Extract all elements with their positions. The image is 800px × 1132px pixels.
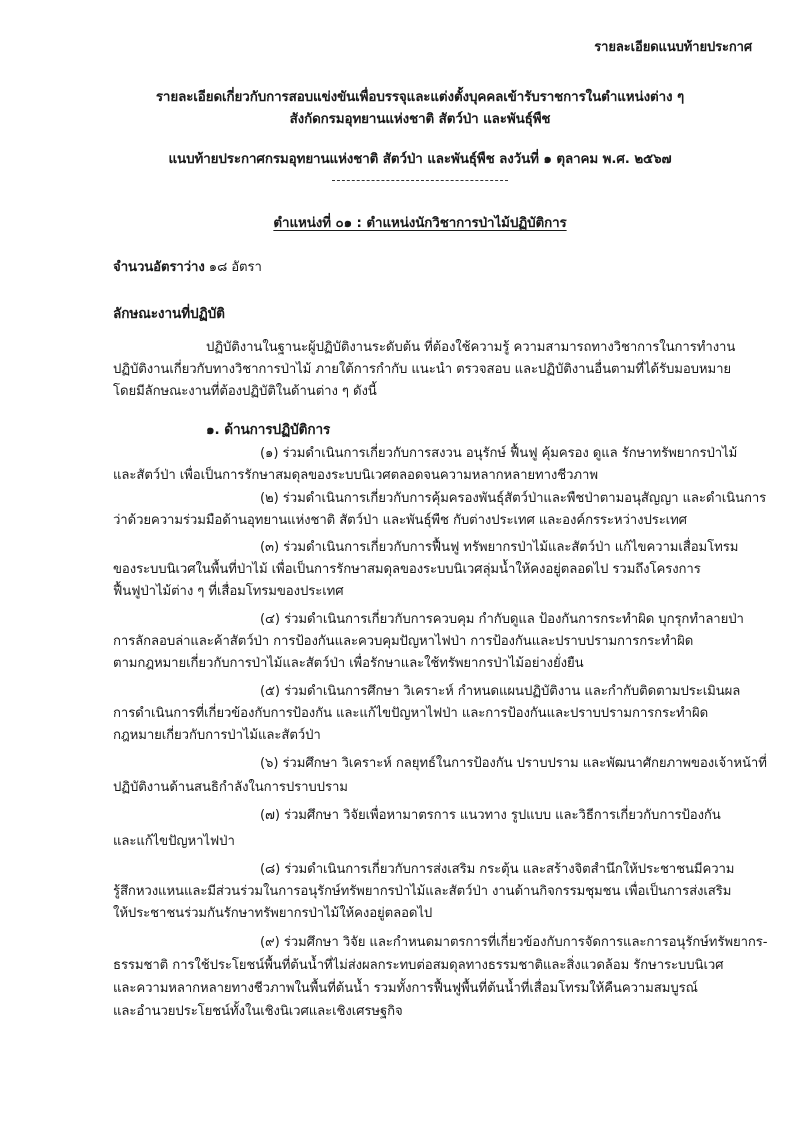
separator-line — [332, 180, 508, 181]
document-title-line-2: สังกัดกรมอุทยานแห่งชาติ สัตว์ป่า และพันธุ์พืช — [289, 112, 551, 127]
list-item-line: ให้ประชาชนร่วมกันรักษาทรัพยากรป่าไม้ให้คงอยู่ตลอดไป — [113, 906, 433, 921]
list-item-line: ตามกฎหมายเกี่ยวกับการป่าไม้และสัตว์ป่า เพื่อรักษาและใช้ทรัพยากรป่าไม้อย่างยั่งยืน — [113, 656, 584, 671]
list-item-line: (๔) ร่วมดำเนินการเกี่ยวกับการควบคุม กำกับดูแล ป้องกันการกระทำผิด บุกรุกทำลายป่า — [260, 612, 744, 627]
list-item-line: ว่าด้วยความร่วมมือด้านอุทยานแห่งชาติ สัตว์ป่า และพันธุ์พืช กับต่างประเทศ และองค์กรระหว่างประเทศ — [113, 513, 687, 528]
list-item-line: การดำเนินการที่เกี่ยวข้องกับการป้องกัน และแก้ไขปัญหาไฟป่า และการป้องกันและปราบปรามการกระทำผิด — [113, 706, 709, 721]
intro-line: ปฏิบัติงานเกี่ยวกับทางวิชาการป่าไม้ ภายใต้การกำกับ แนะนำ ตรวจสอบ และปฏิบัติงานอื่นตามที่ได้รับมอบหมาย — [113, 362, 732, 377]
list-item-line: กฎหมายเกี่ยวกับการป่าไม้และสัตว์ป่า — [113, 728, 321, 743]
list-item-line: และสัตว์ป่า เพื่อเป็นการรักษาสมดุลของระบบนิเวศตลอดจนความหลากหลายทางชีวภาพ — [113, 468, 598, 483]
list-item-line: และอำนวยประโยชน์ทั้งในเชิงนิเวศและเชิงเศรษฐกิจ — [113, 1004, 403, 1019]
intro-line: ปฏิบัติงานในฐานะผู้ปฏิบัติงานระดับต้น ที่ต้องใช้ความรู้ ความสามารถทางวิชาการในการทำงาน — [206, 340, 736, 355]
vacancy-value: ๑๘ อัตรา — [208, 260, 262, 275]
position-title: ตำแหน่งที่ ๐๑ : ตำแหน่งนักวิชาการป่าไม้ปฏิบัติการ — [273, 216, 567, 231]
vacancy-label: จำนวนอัตราว่าง — [113, 260, 205, 275]
intro-line: โดยมีลักษณะงานที่ต้องปฏิบัติในด้านต่าง ๆ ดังนี้ — [113, 384, 377, 399]
list-item-line: (๕) ร่วมดำเนินการศึกษา วิเคราะห์ กำหนดแผนปฏิบัติงาน และกำกับติดตามประเมินผล — [260, 684, 741, 699]
list-item-line: การลักลอบล่าและค้าสัตว์ป่า การป้องกันและควบคุมปัญหาไฟป่า การป้องกันและปราบปรามการกระทำผิด — [113, 634, 694, 649]
list-item-line: (๖) ร่วมศึกษา วิเคราะห์ กลยุทธ์ในการป้องกัน ปราบปราม และพัฒนาศักยภาพของเจ้าหน้าที่ — [260, 756, 767, 771]
list-item-line: ของระบบนิเวศในพื้นที่ป่าไม้ เพื่อเป็นการรักษาสมดุลของระบบนิเวศลุ่มน้ำให้คงอยู่ตลอดไป รวมถึงโครงการ — [113, 562, 701, 577]
list-item-line: ธรรมชาติ การใช้ประโยชน์พื้นที่ต้นน้ำที่ไม่ส่งผลกระทบต่อสมดุลทางธรรมชาติและสิ่งแวดล้อม รักษาระบบนิเวศ — [113, 958, 724, 973]
list-item-line: และความหลากหลายทางชีวภาพในพื้นที่ต้นน้ำ รวมทั้งการฟื้นฟูพื้นที่ต้นน้ำที่เสื่อมโทรมให้คืนความสมบูรณ์ — [113, 981, 698, 996]
list-item-line: (๗) ร่วมศึกษา วิจัยเพื่อหามาตรการ แนวทาง รูปแบบ และวิธีการเกี่ยวกับการป้องกัน — [260, 808, 721, 823]
list-item-line: ปฏิบัติงานด้านสนธิกำลังในการปราบปราม — [113, 780, 348, 795]
job-description-heading: ลักษณะงานที่ปฏิบัติ — [113, 306, 225, 322]
list-item-line: (๑) ร่วมดำเนินการเกี่ยวกับการสงวน อนุรักษ์ ฟื้นฟู คุ้มครอง ดูแล รักษาทรัพยากรป่าไม้ — [260, 446, 738, 461]
list-item-line: และแก้ไขปัญหาไฟป่า — [113, 834, 235, 849]
vacancy-count — [113, 258, 262, 278]
section-heading: ๑. ด้านการปฏิบัติการ — [206, 422, 331, 438]
list-item-line: (๙) ร่วมศึกษา วิจัย และกำหนดมาตรการที่เกี่ยวข้องกับการจัดการและการอนุรักษ์ทรัพยากร- — [260, 935, 768, 950]
list-item-line: (๘) ร่วมดำเนินการเกี่ยวกับการส่งเสริม กระตุ้น และสร้างจิตสำนึกให้ประชาชนมีความ — [260, 862, 735, 877]
document-title-line-3: แนบท้ายประกาศกรมอุทยานแห่งชาติ สัตว์ป่า และพันธุ์พืช ลงวันที่ ๑ ตุลาคม พ.ศ. ๒๕๖๗ — [168, 152, 672, 167]
list-item-line: รู้สึกหวงแหนและมีส่วนร่วมในการอนุรักษ์ทรัพยากรป่าไม้และสัตว์ป่า งานด้านกิจกรรมชุมชน เพื่อเป็นการส่งเสริม — [113, 884, 732, 899]
list-item-line: ฟื้นฟูป่าไม้ต่าง ๆ ที่เสื่อมโทรมของประเทศ — [113, 584, 344, 599]
list-item-line: (๒) ร่วมดำเนินการเกี่ยวกับการคุ้มครองพันธุ์สัตว์ป่าและพืชป่าตามอนุสัญญา และดำเนินการ — [260, 491, 767, 506]
appendix-label: รายละเอียดแนบท้ายประกาศ — [594, 40, 752, 55]
document-title-line-1: รายละเอียดเกี่ยวกับการสอบแข่งขันเพื่อบรรจุและแต่งตั้งบุคคลเข้ารับราชการในตำแหน่งต่าง ๆ — [155, 90, 685, 105]
list-item-line: (๓) ร่วมดำเนินการเกี่ยวกับการฟื้นฟู ทรัพยากรป่าไม้และสัตว์ป่า แก้ไขความเสื่อมโทรม — [260, 540, 739, 555]
